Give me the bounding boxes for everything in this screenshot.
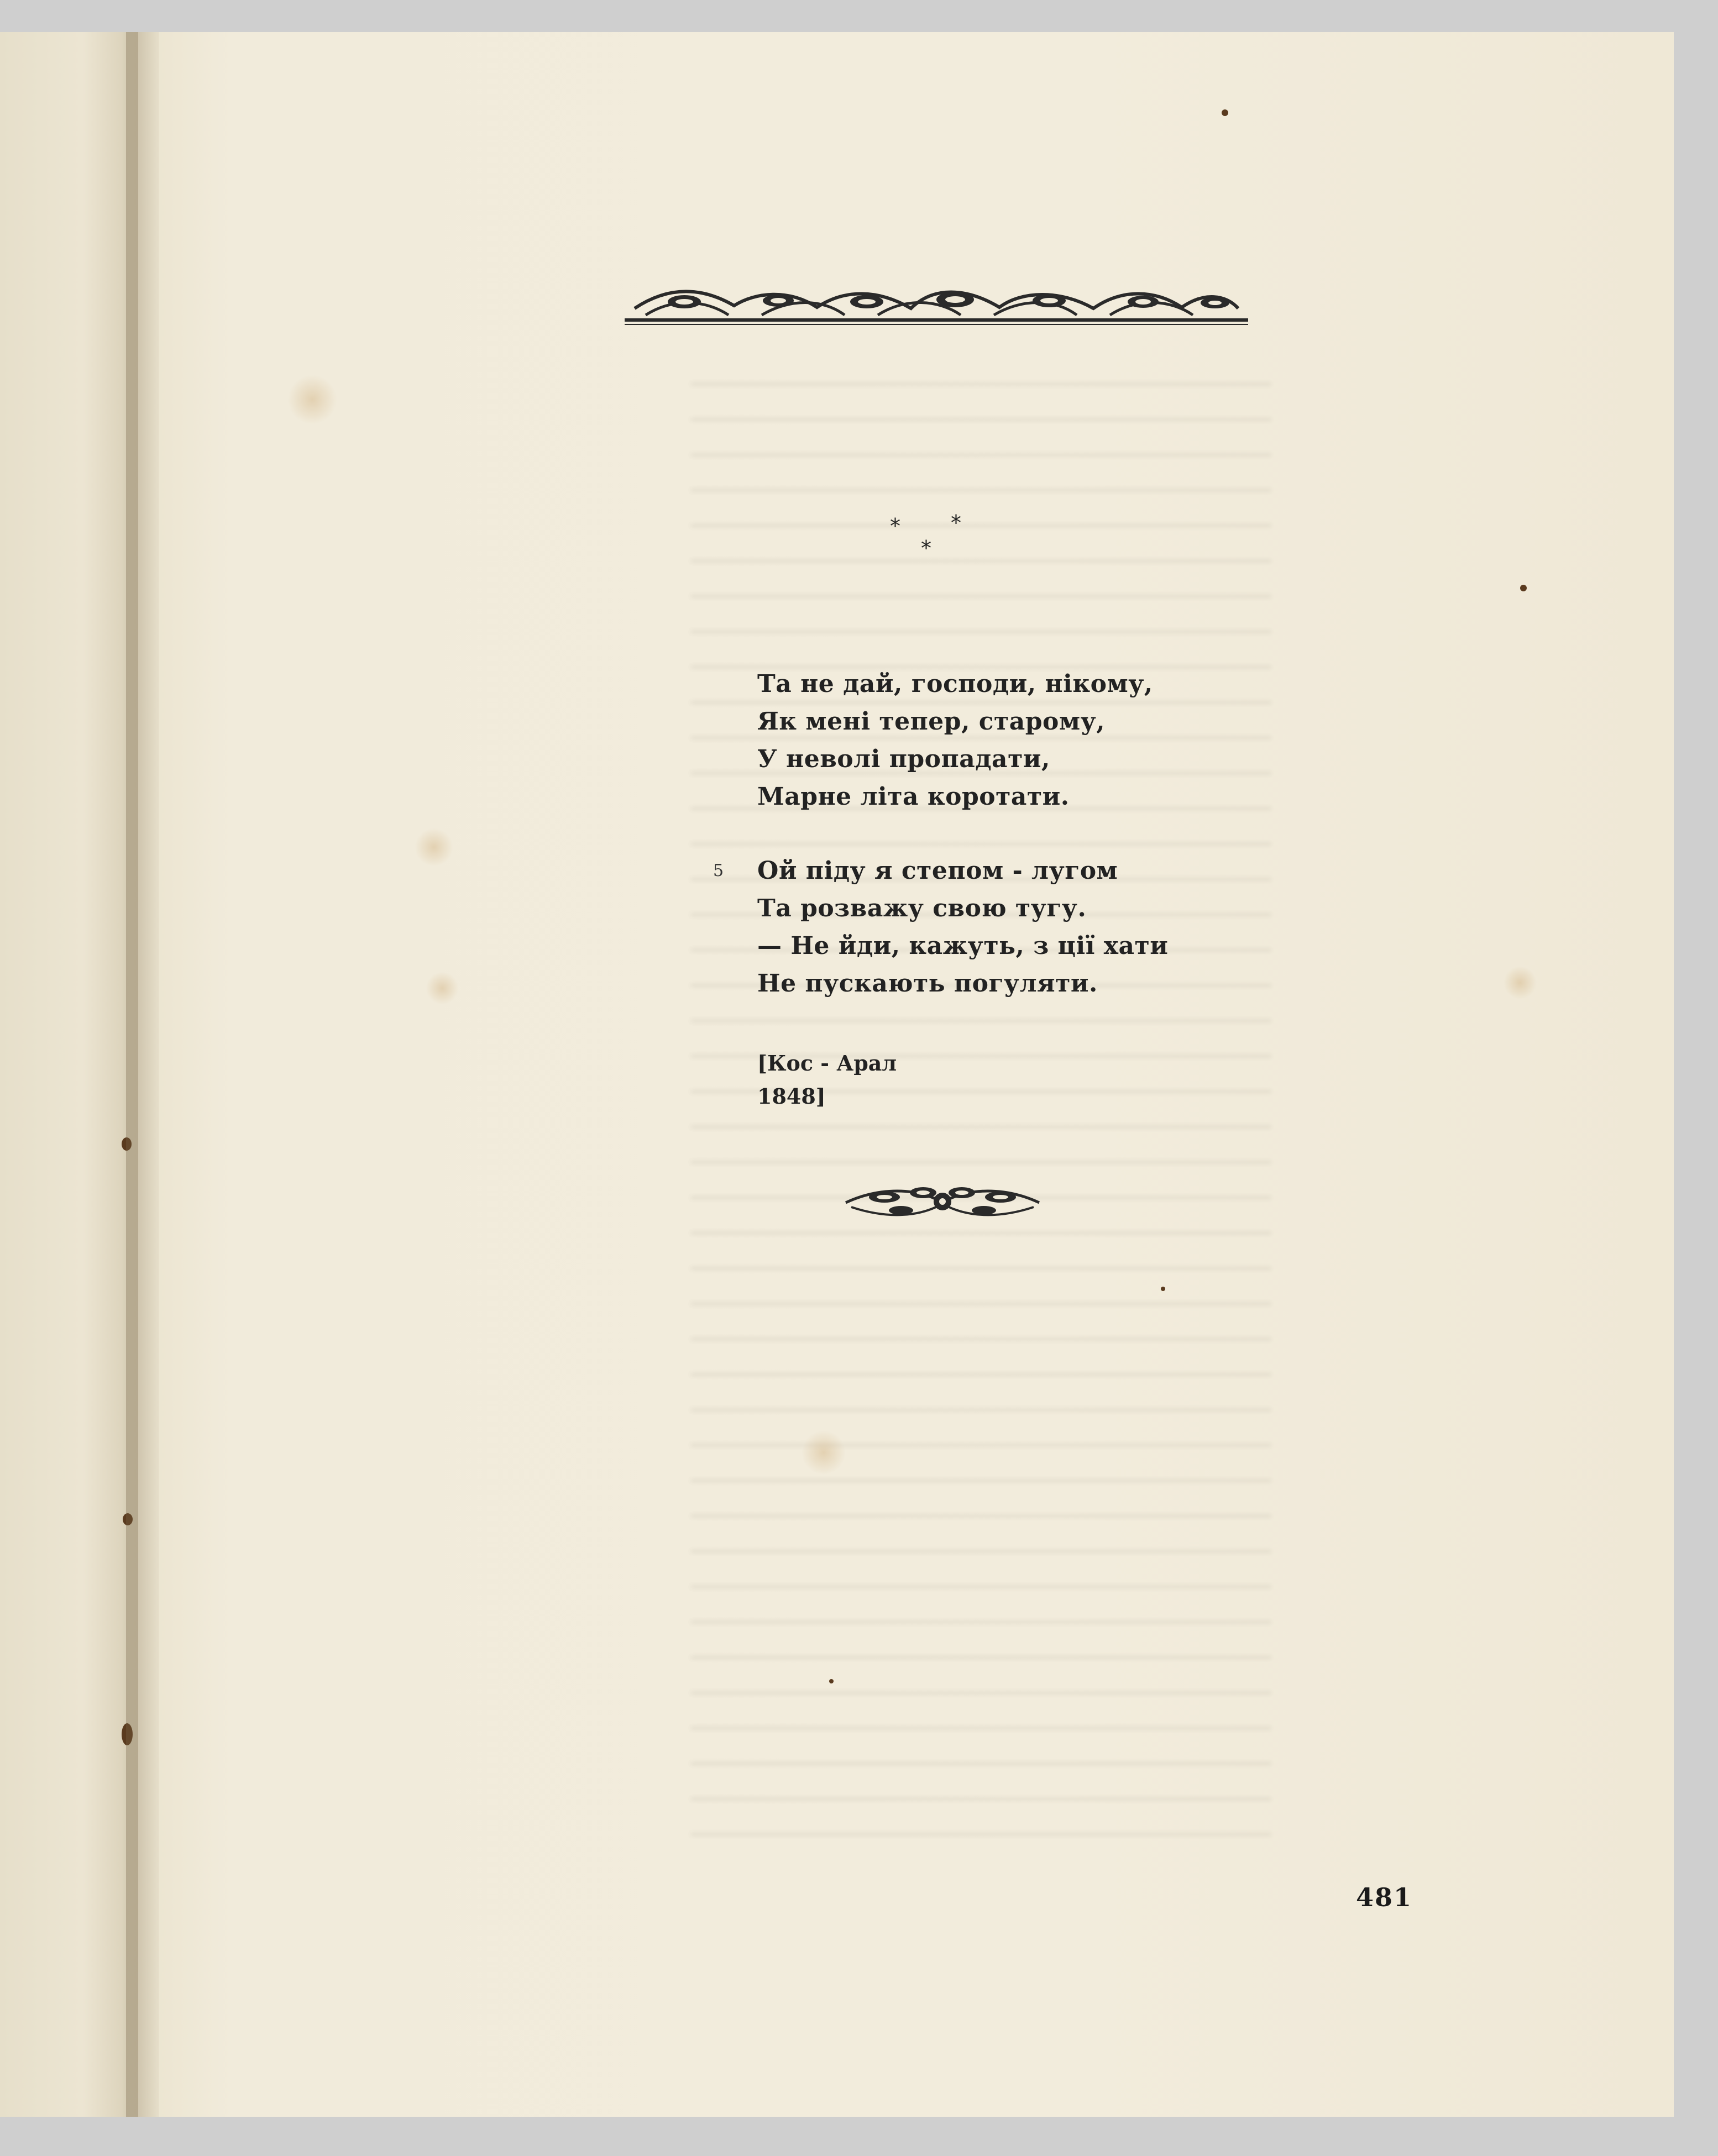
paper-speck [829, 1679, 834, 1683]
poem-line [757, 703, 1168, 741]
poem-line-text: Та не дай, господи, нікому, [757, 670, 1153, 698]
paper-stain [426, 972, 459, 1005]
asterisk-left: * [890, 514, 900, 538]
poem-line-text: У неволі пропадати, [757, 745, 1050, 773]
paper-stain [415, 828, 453, 867]
poem-line [757, 778, 1168, 816]
poem-line [757, 741, 1168, 778]
previous-page-edge [0, 32, 138, 2117]
headpiece-ornament [624, 275, 1249, 336]
asterisk-bottom: * [921, 536, 931, 560]
poem-line-text: Не пускають погуляти. [757, 969, 1098, 998]
book-spread [0, 32, 1674, 2117]
poem-line [757, 890, 1168, 927]
poem-line-text: — Не йди, кажуть, з ції хати [757, 932, 1169, 960]
poem-line-text: Та розважу свою тугу. [757, 894, 1087, 922]
paper-stain [287, 375, 337, 424]
poem-line [757, 965, 1168, 1003]
paper-speck [1520, 585, 1527, 591]
poem-line [757, 927, 1168, 965]
line-number: 5 [713, 861, 724, 880]
poem-line-text: Як мені тепер, старому, [757, 707, 1106, 736]
poem-line-text: Марне літа коротати. [757, 783, 1070, 811]
asterism [884, 511, 978, 576]
note-year: 1848] [757, 1084, 826, 1109]
book-gutter-shadow [126, 32, 159, 2117]
stanza [757, 665, 1168, 816]
paper-stain [802, 1430, 846, 1475]
poem [713, 665, 1169, 1003]
tailpiece-ornament [840, 1176, 1045, 1224]
poem-line [713, 852, 1168, 890]
paper-stain [1504, 966, 1537, 999]
poem-line-text: Ой піду я степом - лугом [757, 857, 1118, 885]
book-page [138, 32, 1674, 2117]
paper-speck [1161, 1287, 1165, 1291]
stanza [713, 852, 1169, 1003]
paper-speck [1222, 109, 1228, 116]
page-number: 481 [1356, 1882, 1413, 1912]
poem-line [757, 665, 1168, 703]
asterisk-right: * [951, 511, 961, 535]
note-place: [Кос - Арал [757, 1051, 897, 1076]
poem-place-date-note [757, 1047, 897, 1113]
